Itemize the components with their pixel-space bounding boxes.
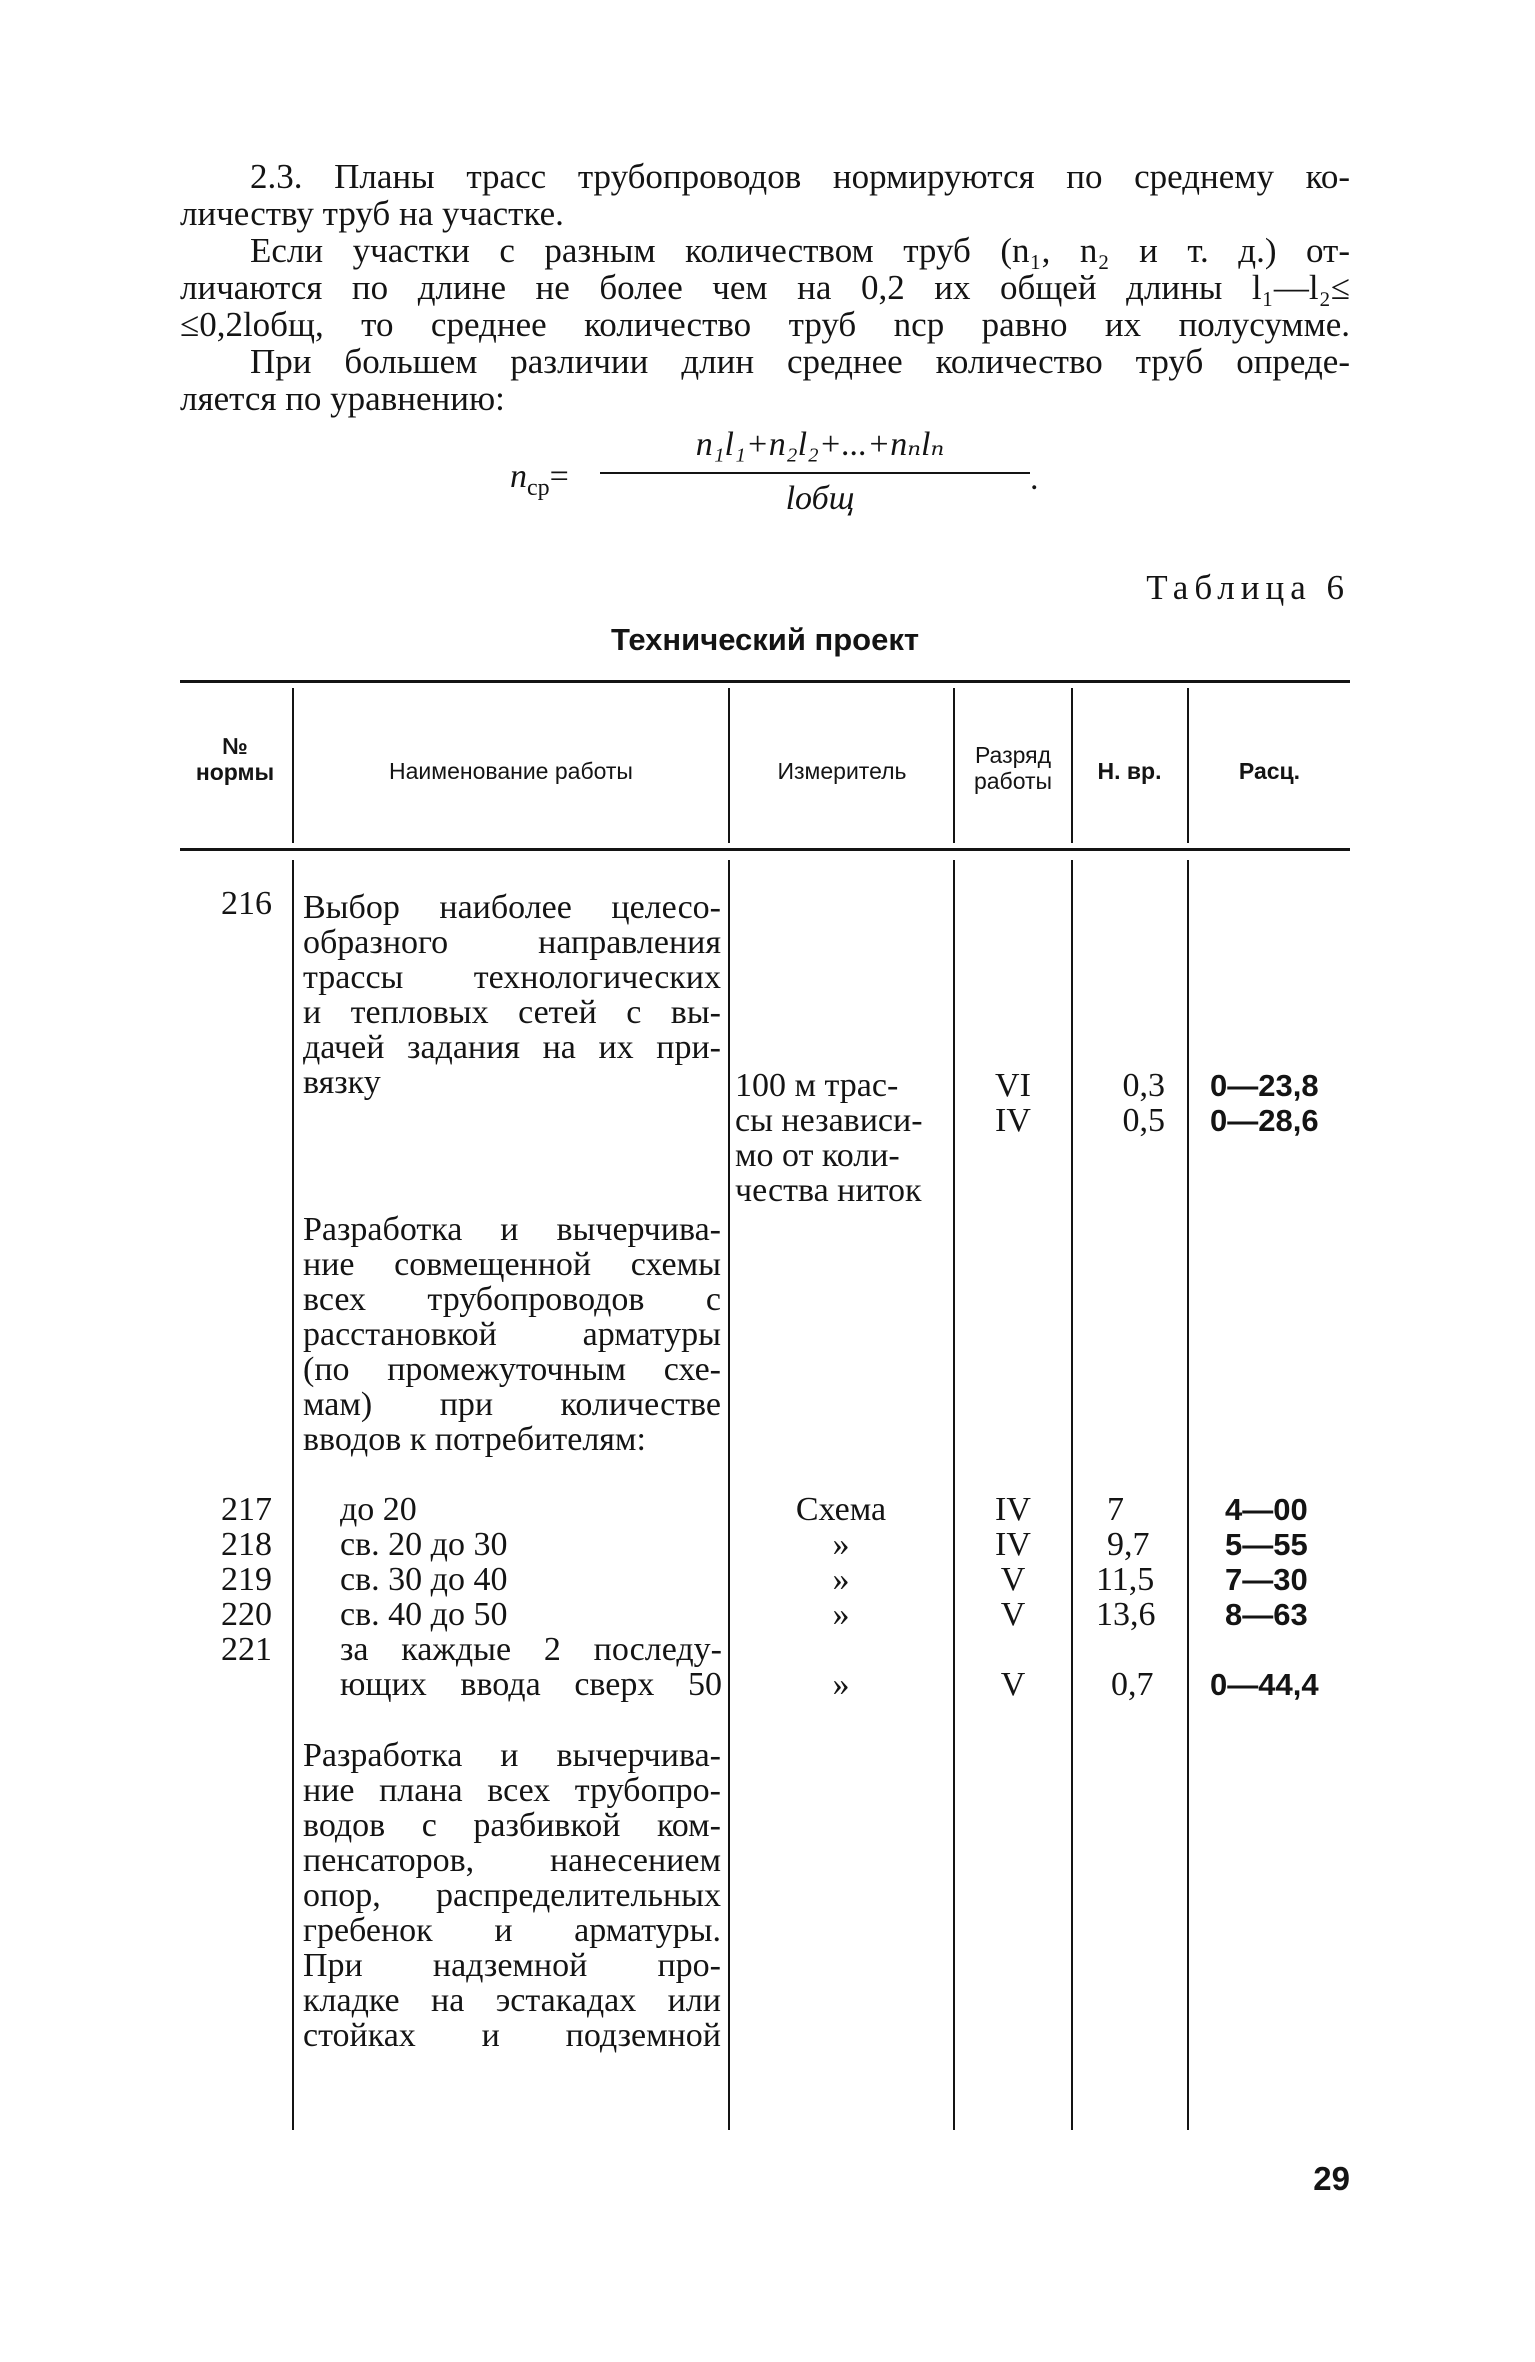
rank: V: [1000, 1561, 1026, 1598]
table-title: Технический проект: [610, 622, 920, 657]
text-line: 2.3. Планы трасс трубопроводов нормируются по среднему ко-: [250, 157, 1350, 196]
fraction-bar: [600, 472, 1030, 474]
unit: »: [832, 1596, 850, 1633]
work-name-221: за каждые 2 последу- ющих ввода сверх 50: [340, 1631, 722, 1703]
time: 7: [1107, 1491, 1124, 1528]
formula-lhs: $n_{ср}=$: [510, 458, 569, 501]
rank: V: [1000, 1596, 1026, 1633]
formula-period: .: [1030, 460, 1039, 497]
text-line: Если участки с разным количеством труб (n₁, n₂ и т. д.) от-: [250, 231, 1350, 270]
unit: »: [832, 1526, 850, 1563]
norm-number: 217: [221, 1491, 272, 1528]
header-time: Н. вр.: [1097, 758, 1162, 784]
norm-number: 218: [221, 1526, 272, 1563]
rate: 4—00: [1225, 1492, 1308, 1527]
rate: 0—44,4: [1210, 1667, 1319, 1702]
paragraph-sections: [180, 232, 1350, 343]
norm-number: 219: [221, 1561, 272, 1598]
time: 0,7: [1111, 1666, 1154, 1703]
time-216: 0,3 0,5: [1122, 1067, 1165, 1139]
work-name-216: Выбор наиболее целесо- образного направления трассы технологических и тепловых сетей с вы- дачей задания на их при- вязку: [303, 889, 721, 1101]
norm-number: 220: [221, 1596, 272, 1633]
table-header-rule: [180, 848, 1350, 851]
unit: »: [832, 1666, 850, 1703]
unit: Схема: [795, 1491, 887, 1528]
header-rank: Разряд работы: [973, 742, 1053, 794]
rate: 8—63: [1225, 1597, 1308, 1632]
text-line: личаются по длине не более чем на 0,2 их общей длины l₁—l₂≤: [180, 268, 1350, 307]
norm-number: 216: [221, 885, 272, 922]
col-divider: [1187, 860, 1189, 2130]
rate: 7—30: [1225, 1562, 1308, 1597]
header-name: Наименование работы: [389, 758, 633, 784]
rank: IV: [995, 1491, 1031, 1528]
time: 13,6: [1096, 1596, 1156, 1633]
work-name: до 20: [340, 1491, 417, 1528]
plan-description: Разработка и вычерчива- ние плана всех трубопро- водов с разбивкой ком- пенсаторов, нанесением опор, распределительных гребенок и арматуры. При надземной про- кладке на эстакадах или стойках и подземной: [303, 1737, 721, 2054]
col-divider: [728, 688, 730, 843]
header-rate: Расц.: [1238, 758, 1301, 784]
header-norm: № нормы: [195, 733, 275, 785]
work-name: св. 30 до 40: [340, 1561, 508, 1598]
text-line: ляется по уравнению:: [180, 379, 505, 418]
unit: »: [832, 1561, 850, 1598]
paragraph-2-3: [180, 158, 1350, 232]
header-unit: Измеритель: [777, 758, 907, 784]
work-name: св. 40 до 50: [340, 1596, 508, 1633]
time: 9,7: [1107, 1526, 1150, 1563]
rank-216: VI IV: [995, 1067, 1031, 1139]
rate: 5—55: [1225, 1527, 1308, 1562]
average-pipes-formula: [500, 420, 1060, 530]
formula-denominator: lобщ: [785, 480, 855, 517]
text-line: личеству труб на участке.: [180, 194, 564, 233]
norm-number: 221: [221, 1631, 272, 1668]
formula-numerator: n₁l₁+n₂l₂+...+nₙlₙ: [695, 426, 945, 463]
table-top-rule: [180, 680, 1350, 683]
work-name: св. 20 до 30: [340, 1526, 508, 1563]
unit-216: 100 м трас- сы независи- мо от коли- чества ниток: [735, 1067, 923, 1209]
col-divider: [292, 688, 294, 843]
text-line: ≤0,2lобщ, то среднее количество труб nср равно их полусумме.: [180, 305, 1350, 344]
rank: V: [1000, 1666, 1026, 1703]
rate-216: 0—23,8 0—28,6: [1210, 1068, 1319, 1138]
table-number: Таблица 6: [1146, 568, 1350, 607]
text-line: При большем различии длин среднее количество труб опреде-: [250, 342, 1350, 381]
col-divider: [1071, 860, 1073, 2130]
paragraph-greater-difference: [180, 343, 1350, 417]
rank: IV: [995, 1526, 1031, 1563]
col-divider: [292, 860, 294, 2130]
time: 11,5: [1096, 1561, 1155, 1598]
scheme-description: Разработка и вычерчива- ние совмещенной схемы всех трубопроводов с расстановкой арматуры (по промежуточным схе- мам) при количестве вводов к потребителям:: [303, 1211, 721, 1458]
page-number: 29: [1313, 2160, 1350, 2197]
